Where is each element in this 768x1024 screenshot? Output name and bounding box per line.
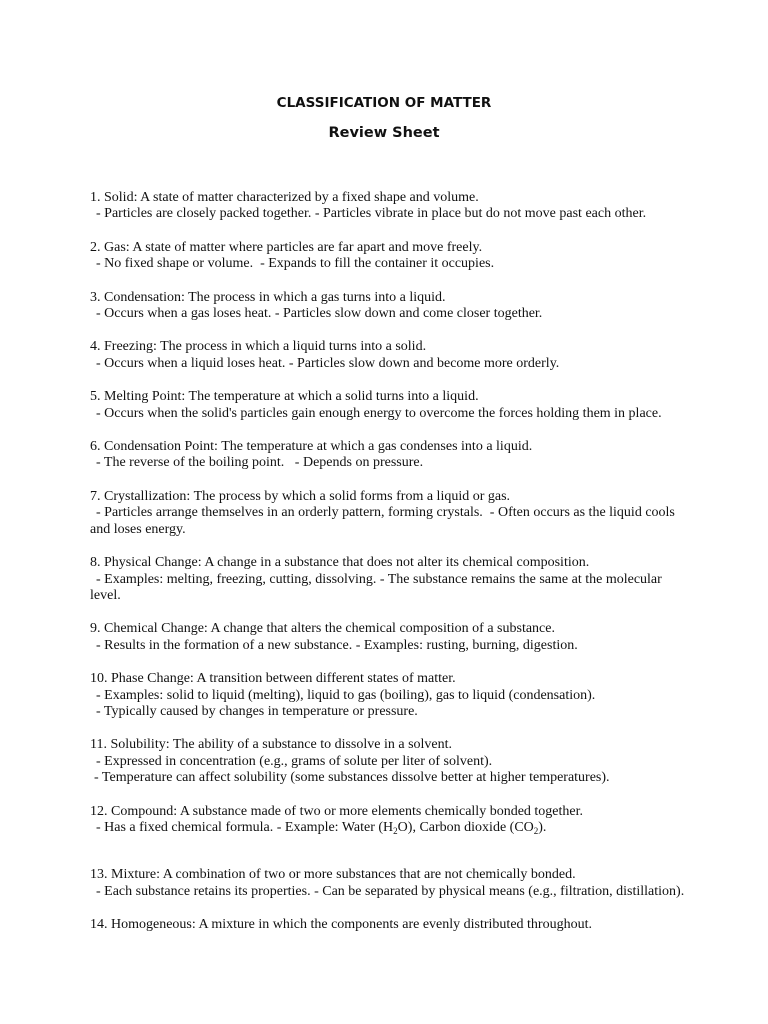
entry-term: 12. Compound: A substance made of two or more elements chemically bonded together. <box>90 803 584 819</box>
formula-text: ). <box>538 819 547 835</box>
entry-melting-point <box>90 389 690 422</box>
entry-term: 4. Freezing: The process in which a liquid turns into a solid. <box>90 339 427 355</box>
entry-detail: - No fixed shape or volume. - Expands to fill the container it occupies. <box>96 256 495 272</box>
document-title: CLASSIFICATION OF MATTER <box>276 95 492 111</box>
entry-detail: - Occurs when a liquid loses heat. - Particles slow down and become more orderly. <box>96 355 560 371</box>
entry-term: 9. Chemical Change: A change that alters the chemical composition of a substance. <box>90 621 555 637</box>
entry-condensation <box>90 290 690 323</box>
entry-term: 8. Physical Change: A change in a substance that does not alter its chemical composition. <box>90 555 590 571</box>
entry-freezing <box>90 339 690 372</box>
subscript: 2 <box>393 825 398 836</box>
entry-term: 13. Mixture: A combination of two or more substances that are not chemically bonded. <box>90 867 576 883</box>
entry-crystallization <box>90 489 690 538</box>
formula-text: - Has a fixed chemical formula. - Example: Water (H <box>96 819 394 835</box>
entry-detail: - Examples: melting, freezing, cutting, dissolving. - The substance remains the same at the molecular <box>96 571 662 587</box>
entry-term: 10. Phase Change: A transition between different states of matter. <box>90 671 456 687</box>
entry-detail: - Occurs when the solid's particles gain enough energy to overcome the forces holding them in place. <box>96 405 662 421</box>
entry-detail: - The reverse of the boiling point. - Depends on pressure. <box>96 455 424 471</box>
entry-gas <box>90 240 690 273</box>
entry-detail-continued: and loses energy. <box>90 521 186 537</box>
review-entries <box>90 190 690 951</box>
entry-detail: - Expressed in concentration (e.g., grams of solute per liter of solvent). <box>96 753 493 769</box>
entry-physical-change <box>90 555 690 604</box>
entry-solubility <box>90 737 690 786</box>
entry-detail: - Results in the formation of a new substance. - Examples: rusting, burning, digestion. <box>96 637 578 653</box>
entry-term: 1. Solid: A state of matter characterized by a fixed shape and volume. <box>90 190 479 205</box>
entry-phase-change <box>90 671 690 720</box>
entry-term: 2. Gas: A state of matter where particles are far apart and move freely. <box>90 239 483 255</box>
entry-term: 3. Condensation: The process in which a gas turns into a liquid. <box>90 289 446 305</box>
entry-detail: - Typically caused by changes in temperature or pressure. <box>96 703 418 719</box>
entry-term: 6. Condensation Point: The temperature at which a gas condenses into a liquid. <box>90 439 533 455</box>
entry-term: 11. Solubility: The ability of a substance to dissolve in a solvent. <box>90 737 453 753</box>
entry-mixture <box>90 867 690 900</box>
entry-detail: - Examples: solid to liquid (melting), liquid to gas (boiling), gas to liquid (condensation). <box>96 687 596 703</box>
document-subtitle: Review Sheet <box>328 125 440 141</box>
entry-term: 5. Melting Point: The temperature at which a solid turns into a liquid. <box>90 389 479 405</box>
entry-detail: - Each substance retains its properties. - Can be separated by physical means (e.g., filtration, distillation). <box>96 883 685 899</box>
entry-compound <box>90 804 690 837</box>
entry-detail-formula <box>90 820 690 836</box>
entry-solid <box>90 190 690 223</box>
entry-detail: - Temperature can affect solubility (some substances dissolve better at higher temperatures). <box>94 770 610 786</box>
entry-condensation-point <box>90 439 690 472</box>
entry-detail: - Particles arrange themselves in an orderly pattern, forming crystals. - Often occurs as the liquid cools <box>96 505 675 521</box>
entry-term: 14. Homogeneous: A mixture in which the components are evenly distributed throughout. <box>90 917 592 933</box>
entry-detail: - Particles are closely packed together. - Particles vibrate in place but do not move past each other. <box>96 206 647 222</box>
entry-homogeneous <box>90 917 690 933</box>
entry-term: 7. Crystallization: The process by which a solid forms from a liquid or gas. <box>90 488 511 504</box>
subscript: 2 <box>533 825 539 836</box>
entry-detail-continued: level. <box>90 587 121 603</box>
entry-detail: - Occurs when a gas loses heat. - Particles slow down and come closer together. <box>96 306 543 322</box>
formula-text: O), Carbon dioxide (CO <box>397 819 534 835</box>
entry-chemical-change <box>90 621 690 654</box>
